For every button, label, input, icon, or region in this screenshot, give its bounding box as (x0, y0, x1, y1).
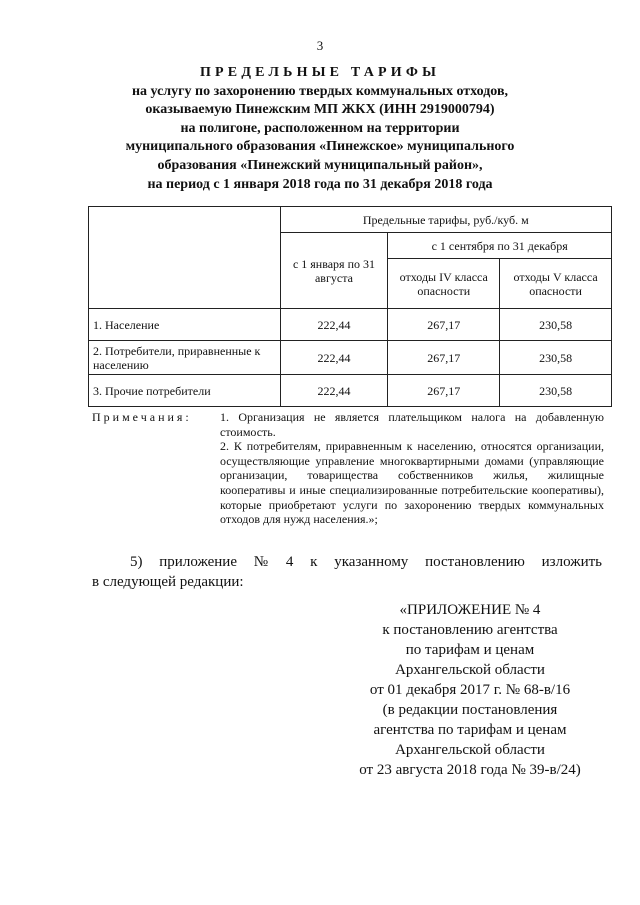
page-number: 3 (316, 38, 324, 53)
row-value: 230,58 (500, 341, 612, 375)
table-row (89, 309, 612, 341)
appendix-line: от 01 декабря 2017 г. № 68-в/16 (369, 682, 571, 698)
appendix-line: к постановлению агентства (382, 622, 558, 638)
title-line: на услугу по захоронению твердых коммунальных отходов, (131, 83, 509, 99)
row-value: 267,17 (388, 309, 500, 341)
notes-body (220, 410, 604, 527)
table-header-period1: с 1 января по 31 августа (280, 233, 388, 309)
notes-label: Примечания: (92, 410, 192, 424)
row-value: 222,44 (280, 309, 388, 341)
appendix-line: «ПРИЛОЖЕНИЕ № 4 (399, 602, 541, 618)
table-row (89, 341, 612, 375)
row-value: 222,44 (280, 341, 388, 375)
row-value: 267,17 (388, 341, 500, 375)
note-item: 1. Организация не является плательщиком налога на добавленную стоимость. (220, 410, 604, 439)
appendix-line: Архангельской области (395, 662, 545, 678)
table-row (89, 375, 612, 407)
title-line: на период с 1 января 2018 года по 31 декабря 2018 года (147, 176, 493, 192)
row-value: 267,17 (388, 375, 500, 407)
table-corner-cell (89, 207, 281, 309)
row-value: 230,58 (500, 309, 612, 341)
title-line: образования «Пинежский муниципальный район», (157, 157, 483, 173)
appendix-line: (в редакции постановления (382, 702, 558, 718)
document-title (40, 64, 600, 194)
row-label: 2. Потребители, приравненные к населению (89, 341, 281, 375)
table-header-period2: с 1 сентября по 31 декабря (388, 233, 612, 259)
appendix-header (340, 600, 600, 780)
tariff-table (88, 206, 612, 407)
appendix-line: агентства по тарифам и ценам (373, 722, 567, 738)
table-header-main: Предельные тарифы, руб./куб. м (280, 207, 611, 233)
row-value: 230,58 (500, 375, 612, 407)
amendment-line: 5) приложение № 4 к указанному постановлению изложить (130, 554, 602, 570)
title-line: муниципального образования «Пинежское» муниципального (125, 139, 515, 155)
table-header-class5: отходы V класса опасности (500, 259, 612, 309)
title-line: оказываемую Пинежским МП ЖКХ (ИНН 2919000794) (145, 102, 495, 118)
row-label: 1. Население (89, 309, 281, 341)
row-value: 222,44 (280, 375, 388, 407)
row-label: 3. Прочие потребители (89, 375, 281, 407)
appendix-line: Архангельской области (395, 742, 545, 758)
table-header-class4: отходы IV класса опасности (388, 259, 500, 309)
note-item: 2. К потребителям, приравненным к населению, относятся организации, осуществляющие управление многоквартирными домами (управляющие организации, товарищества собственников жилья, жилищные кооперативы и иные специализированные потребительские кооперативы), которые приобретают услуги по захоронению твердых коммунальных отходов для нужд населения.»; (220, 439, 604, 527)
amendment-paragraph (92, 552, 602, 592)
title-main: ПРЕДЕЛЬНЫЕ ТАРИФЫ (199, 65, 441, 80)
amendment-line: в следующей редакции: (92, 574, 244, 590)
appendix-line: от 23 августа 2018 года № 39-в/24) (359, 762, 581, 778)
title-line: на полигоне, расположенном на территории (180, 120, 460, 136)
appendix-line: по тарифам и ценам (405, 642, 535, 658)
